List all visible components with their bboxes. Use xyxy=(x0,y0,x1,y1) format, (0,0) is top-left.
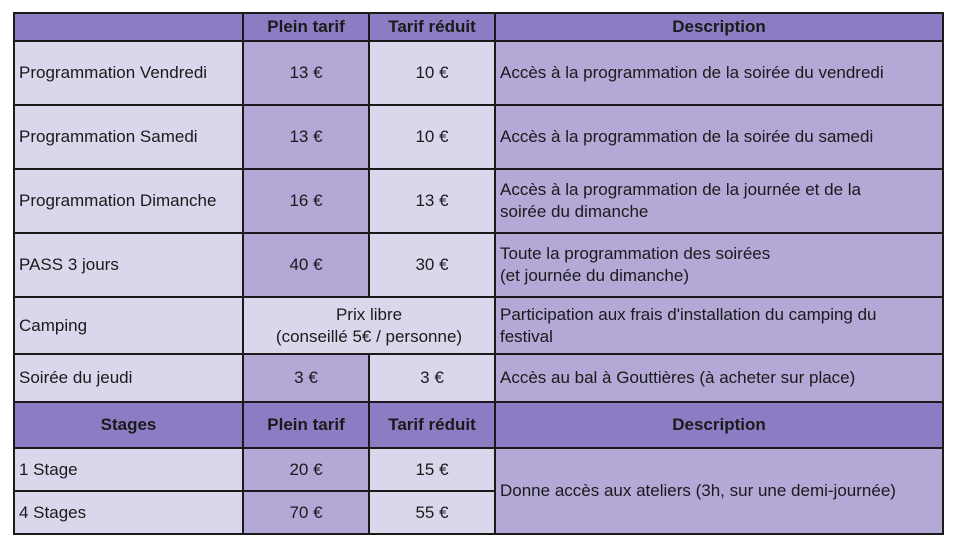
row-reduced-price: 30 € xyxy=(369,233,495,297)
header-reduced-price: Tarif réduit xyxy=(369,402,495,448)
row-full-price: 16 € xyxy=(243,169,369,233)
row-description: Accès à la programmation de la soirée du vendredi xyxy=(495,41,943,105)
row-full-price: 70 € xyxy=(243,491,369,534)
table-row xyxy=(14,233,943,297)
row-name: Programmation Samedi xyxy=(14,105,243,169)
header-blank xyxy=(14,13,243,41)
row-reduced-price: 55 € xyxy=(369,491,495,534)
row-description: Toute la programmation des soirées (et journée du dimanche) xyxy=(495,233,943,297)
row-description: Accès à la programmation de la journée et de la soirée du dimanche xyxy=(495,169,943,233)
row-reduced-price: 10 € xyxy=(369,105,495,169)
row-name: 1 Stage xyxy=(14,448,243,491)
row-description: Accès au bal à Gouttières (à acheter sur place) xyxy=(495,354,943,402)
row-name: 4 Stages xyxy=(14,491,243,534)
row-full-price: 3 € xyxy=(243,354,369,402)
row-full-price: 40 € xyxy=(243,233,369,297)
header-reduced-price: Tarif réduit xyxy=(369,13,495,41)
table-row xyxy=(14,169,943,233)
row-reduced-price: 13 € xyxy=(369,169,495,233)
header-row xyxy=(14,13,943,41)
table-row xyxy=(14,105,943,169)
table-row xyxy=(14,354,943,402)
table-row xyxy=(14,448,943,491)
row-reduced-price: 10 € xyxy=(369,41,495,105)
row-full-price: 13 € xyxy=(243,105,369,169)
header-description: Description xyxy=(495,402,943,448)
stages-description: Donne accès aux ateliers (3h, sur une demi-journée) xyxy=(495,448,943,534)
row-name: Camping xyxy=(14,297,243,354)
header-full-price: Plein tarif xyxy=(243,402,369,448)
row-full-price: 13 € xyxy=(243,41,369,105)
stages-header-row xyxy=(14,402,943,448)
row-name: Programmation Vendredi xyxy=(14,41,243,105)
pricing-table xyxy=(13,12,944,535)
row-name: PASS 3 jours xyxy=(14,233,243,297)
table-row xyxy=(14,297,943,354)
header-stages: Stages xyxy=(14,402,243,448)
row-reduced-price: 15 € xyxy=(369,448,495,491)
row-free-price: Prix libre (conseillé 5€ / personne) xyxy=(243,297,495,354)
row-name: Programmation Dimanche xyxy=(14,169,243,233)
header-description: Description xyxy=(495,13,943,41)
row-reduced-price: 3 € xyxy=(369,354,495,402)
row-description: Accès à la programmation de la soirée du samedi xyxy=(495,105,943,169)
row-name: Soirée du jeudi xyxy=(14,354,243,402)
header-full-price: Plein tarif xyxy=(243,13,369,41)
table-row xyxy=(14,41,943,105)
row-description: Participation aux frais d'installation du camping du festival xyxy=(495,297,943,354)
row-full-price: 20 € xyxy=(243,448,369,491)
